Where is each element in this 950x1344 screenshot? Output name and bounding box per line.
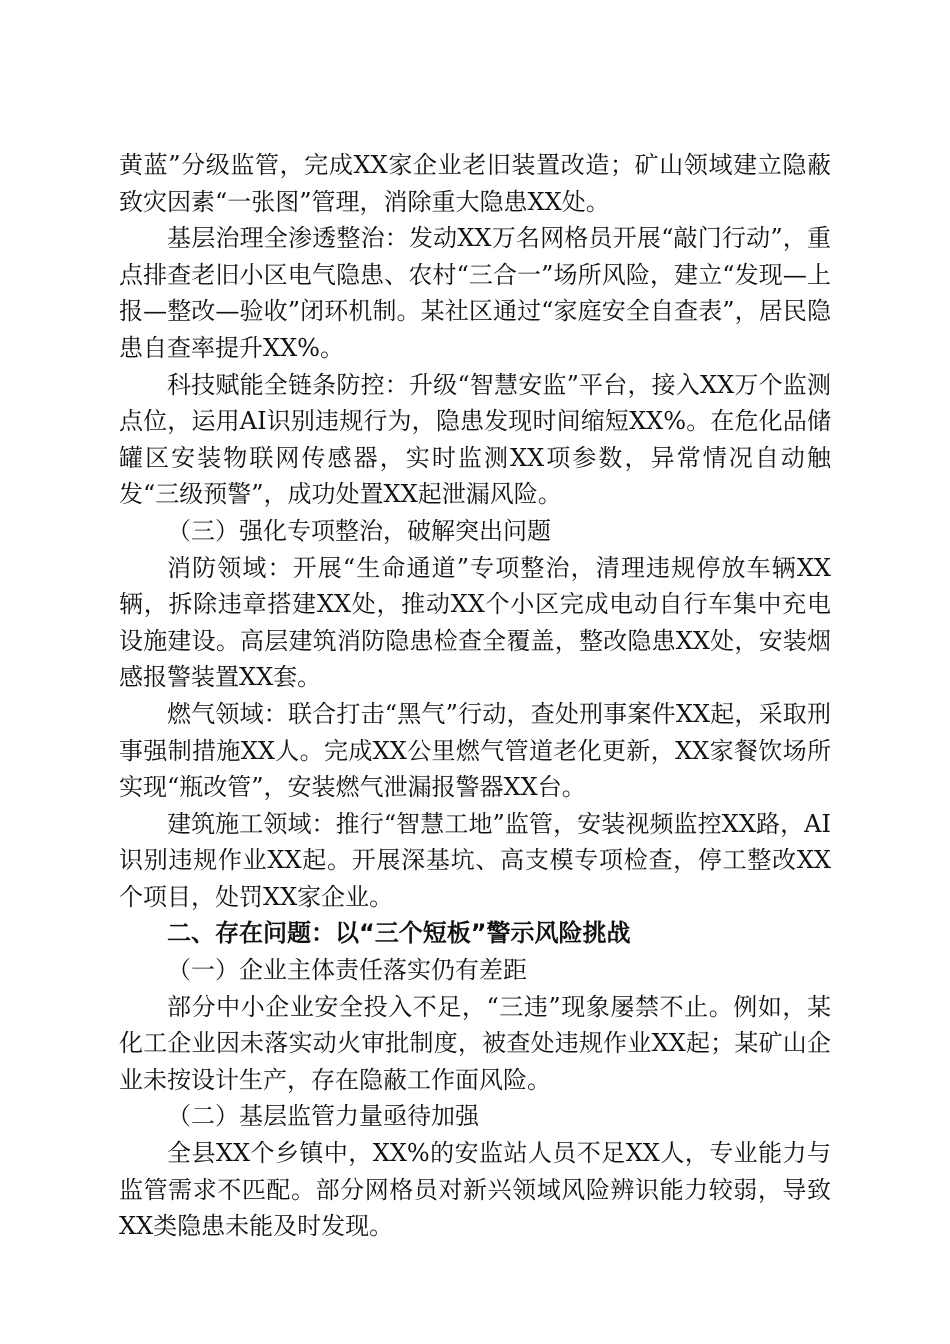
subheading-enterprise-responsibility: （一）企业主体责任落实仍有差距 — [167, 956, 527, 985]
paragraph-grassroots-governance: 基层治理全渗透整治：发动XX万名网格员开展“敲门行动”，重点排查老旧小区电气隐患、农村“三合一”场所风险，建立“发现—上报—整改—验收”闭环机制。某社区通过“家庭安全自查表”，居民隐患自查率提升XX%。 — [119, 224, 831, 362]
paragraph-enterprise-gap: 部分中小企业安全投入不足，“三违”现象屡禁不止。例如，某化工企业因未落实动火审批制度，被查处违规作业XX起；某矿山企业未按设计生产，存在隐蔽工作面风险。 — [119, 992, 831, 1094]
subheading-special-rectification: （三）强化专项整治，破解突出问题 — [167, 516, 551, 545]
paragraph-tech-prevention: 科技赋能全链条防控：升级“智慧安监”平台，接入XX万个监测点位，运用AI识别违规行为，隐患发现时间缩短XX%。在危化品储罐区安装物联网传感器，实时监测XX项参数，异常情况自动触发“三级预警”，成功处置XX起泄漏风险。 — [119, 370, 831, 509]
paragraph-gas-safety: 燃气领域：联合打击“黑气”行动，查处刑事案件XX起，采取刑事强制措施XX人。完成XX公里燃气管道老化更新，XX家餐饮场所实现“瓶改管”，安装燃气泄漏报警器XX台。 — [119, 699, 831, 802]
section-heading-problems: 二、存在问题：以“三个短板”警示风险挑战 — [167, 919, 631, 948]
subheading-grassroots-supervision: （二）基层监管力量亟待加强 — [167, 1102, 479, 1131]
paragraph-fire-safety: 消防领域：开展“生命通道”专项整治，清理违规停放车辆XX辆，拆除违章搭建XX处，推动XX个小区完成电动自行车集中充电设施建设。高层建筑消防隐患检查全覆盖，整改隐患XX处，安装烟感报警装置XX套。 — [119, 553, 831, 692]
paragraph-continued: 黄蓝”分级监管，完成XX家企业老旧装置改造；矿山领域建立隐蔽致灾因素“一张图”管理，消除重大隐患XX处。 — [119, 151, 831, 216]
document-page — [119, 147, 831, 1245]
paragraph-supervision-gap: 全县XX个乡镇中，XX%的安监站人员不足XX人，专业能力与监管需求不匹配。部分网格员对新兴领域风险辨识能力较弱，导致XX类隐患未能及时发现。 — [119, 1139, 831, 1241]
paragraph-construction-safety: 建筑施工领域：推行“智慧工地”监管，安装视频监控XX路，AI识别违规作业XX起。开展深基坑、高支模专项检查，停工整改XX个项目，处罚XX家企业。 — [119, 809, 831, 911]
